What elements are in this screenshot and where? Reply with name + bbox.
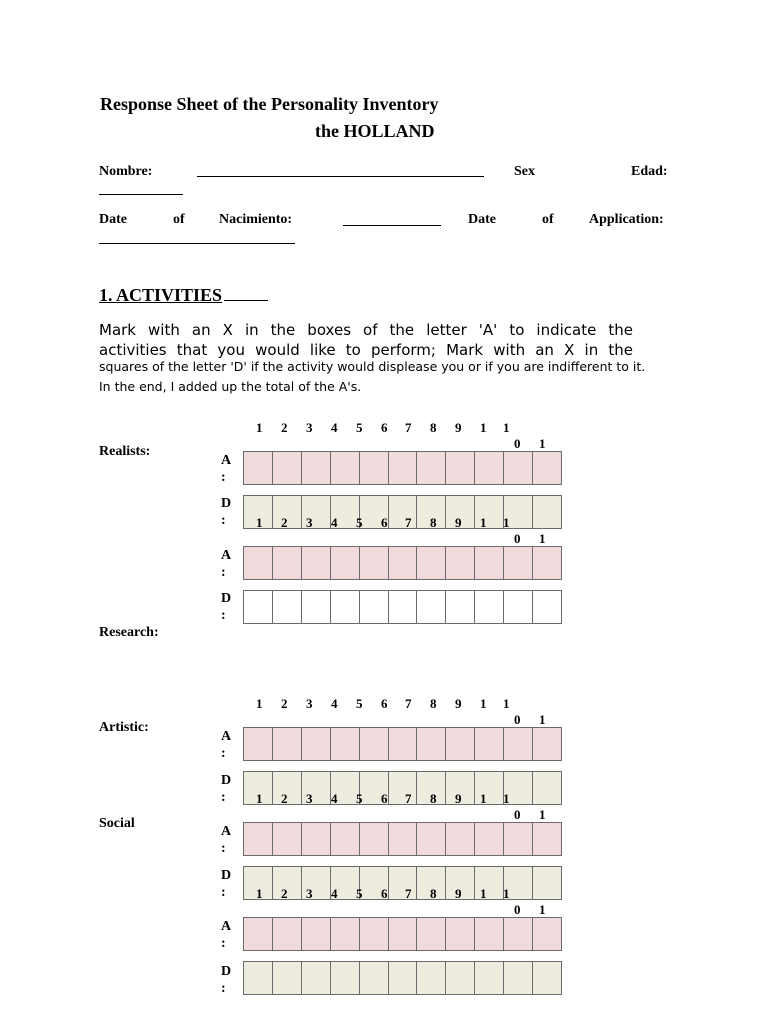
row-letter: D [221,868,232,883]
answer-box[interactable] [331,591,360,623]
column-number: 7 [405,515,412,530]
date-label-1: Date [99,212,127,227]
nacimiento-field[interactable] [343,225,441,226]
answer-box[interactable] [446,823,475,855]
column-number: 1 [256,886,263,901]
of-label-1: of [173,212,185,227]
answer-box[interactable] [360,728,389,760]
date-label-2: Date [468,212,496,227]
answer-box[interactable] [244,452,273,484]
column-number: 6 [381,420,388,435]
column-number: 5 [356,515,363,530]
answer-box[interactable] [475,823,504,855]
answer-box[interactable] [504,918,533,950]
answer-box[interactable] [417,823,446,855]
answer-box[interactable] [475,728,504,760]
answer-box[interactable] [533,867,561,899]
answer-box[interactable] [273,918,302,950]
answer-box[interactable] [504,591,533,623]
answer-box[interactable] [244,547,273,579]
answer-box[interactable] [360,962,389,994]
answer-box[interactable] [417,547,446,579]
answer-box[interactable] [302,591,331,623]
answer-box[interactable] [389,918,418,950]
answer-box[interactable] [389,823,418,855]
answer-grid-a [243,917,562,951]
column-number: 2 [281,791,288,806]
column-number: 2 [281,515,288,530]
column-number: 9 [455,791,462,806]
answer-box[interactable] [475,962,504,994]
answer-box[interactable] [389,962,418,994]
application-label: Application: [589,212,664,227]
answer-box[interactable] [273,591,302,623]
of-label-2: of [542,212,554,227]
nombre-label: Nombre: [99,164,153,179]
column-number: 8 [430,515,437,530]
answer-box[interactable] [389,867,418,899]
column-number: 3 [306,791,313,806]
answer-box[interactable] [389,728,418,760]
answer-box[interactable] [302,918,331,950]
answer-box[interactable] [533,728,561,760]
answer-box[interactable] [504,962,533,994]
answer-grid-d [243,866,562,900]
answer-grid-d [243,590,562,624]
answer-box[interactable] [302,823,331,855]
nombre-field[interactable] [197,176,484,177]
row-colon: : [221,470,226,485]
column-number: 9 [455,696,462,711]
column-number: 1 [503,791,510,806]
column-number: 1 [256,791,263,806]
column-number-second: 0 [514,712,521,727]
instruction-line-3: squares of the letter 'D' if the activity would displease you or if you are indifferent to it. [99,359,646,374]
column-number: 9 [455,515,462,530]
answer-box[interactable] [331,918,360,950]
column-number: 4 [331,515,338,530]
answer-box[interactable] [475,452,504,484]
answer-box[interactable] [417,452,446,484]
answer-box[interactable] [360,591,389,623]
row-label-d [221,495,231,529]
row-letter: D [221,591,232,606]
row-letter: A [221,919,232,934]
column-number: 4 [331,420,338,435]
edad-field[interactable] [99,194,183,195]
answer-box[interactable] [504,547,533,579]
answer-box[interactable] [417,962,446,994]
answer-box[interactable] [475,918,504,950]
answer-box[interactable] [446,452,475,484]
answer-box[interactable] [533,918,561,950]
category-artistic: Artistic: [99,720,149,735]
answer-box[interactable] [302,547,331,579]
sex-label: Sex [514,164,535,179]
answer-box[interactable] [504,728,533,760]
answer-box[interactable] [389,496,418,528]
column-number: 3 [306,420,313,435]
column-number: 3 [306,696,313,711]
edad-label: Edad: [631,164,668,179]
answer-grid-a [243,727,562,761]
column-number: 4 [331,791,338,806]
column-number-second: 1 [539,712,546,727]
row-label-d [221,867,231,901]
answer-box[interactable] [446,728,475,760]
column-number: 6 [381,515,388,530]
column-number: 7 [405,886,412,901]
category-realists: Realists: [99,444,151,459]
row-colon: : [221,565,226,580]
row-colon: : [221,936,226,951]
row-label-a [221,452,231,486]
column-number: 4 [331,886,338,901]
column-number: 2 [281,420,288,435]
answer-box[interactable] [360,452,389,484]
column-number: 2 [281,696,288,711]
answer-box[interactable] [360,547,389,579]
answer-box[interactable] [302,452,331,484]
column-number-second: 0 [514,807,521,822]
answer-box[interactable] [360,918,389,950]
answer-box[interactable] [533,823,561,855]
answer-box[interactable] [417,728,446,760]
answer-box[interactable] [273,823,302,855]
row-letter: A [221,729,232,744]
column-number: 7 [405,420,412,435]
column-number-second: 0 [514,436,521,451]
row-label-a [221,823,231,857]
answer-grid-d [243,495,562,529]
row-letter: A [221,453,232,468]
category-research: Research: [99,625,159,640]
answer-box[interactable] [389,452,418,484]
column-number: 1 [480,791,487,806]
row-colon: : [221,746,226,761]
column-number-second: 0 [514,531,521,546]
answer-box[interactable] [331,728,360,760]
answer-box[interactable] [417,591,446,623]
category-social: Social [99,816,135,831]
row-label-d [221,590,231,624]
column-number: 3 [306,886,313,901]
row-letter: D [221,496,232,511]
column-number: 1 [480,696,487,711]
row-colon: : [221,885,226,900]
answer-box[interactable] [504,823,533,855]
answer-box[interactable] [273,452,302,484]
row-label-a [221,728,231,762]
row-letter: A [221,548,232,563]
row-label-a [221,918,231,952]
answer-box[interactable] [302,728,331,760]
answer-box[interactable] [244,918,273,950]
answer-box[interactable] [533,496,561,528]
answer-box[interactable] [360,823,389,855]
answer-box[interactable] [533,772,561,804]
row-letter: D [221,964,232,979]
answer-box[interactable] [389,772,418,804]
column-number: 1 [503,420,510,435]
answer-box[interactable] [244,962,273,994]
page-subtitle: the HOLLAND [315,121,435,141]
column-number: 6 [381,886,388,901]
column-number: 7 [405,791,412,806]
column-number: 7 [405,696,412,711]
answer-box[interactable] [533,962,561,994]
column-number: 1 [480,886,487,901]
column-number: 3 [306,515,313,530]
row-colon: : [221,981,226,996]
column-number: 1 [256,696,263,711]
answer-box[interactable] [446,547,475,579]
column-number: 9 [455,420,462,435]
column-number-second: 1 [539,807,546,822]
answer-box[interactable] [389,591,418,623]
row-colon: : [221,608,226,623]
column-number: 5 [356,696,363,711]
answer-box[interactable] [533,591,561,623]
answer-box[interactable] [331,823,360,855]
answer-box[interactable] [244,823,273,855]
answer-box[interactable] [446,591,475,623]
answer-box[interactable] [273,547,302,579]
answer-box[interactable] [273,962,302,994]
column-number: 6 [381,696,388,711]
row-label-a [221,547,231,581]
answer-grid-d [243,961,562,995]
answer-grid-d [243,771,562,805]
column-number: 5 [356,791,363,806]
row-letter: A [221,824,232,839]
column-number-second: 1 [539,436,546,451]
answer-box[interactable] [475,547,504,579]
column-number: 1 [503,696,510,711]
column-number: 5 [356,886,363,901]
answer-box[interactable] [331,962,360,994]
row-colon: : [221,790,226,805]
column-number: 8 [430,886,437,901]
application-field[interactable] [99,243,295,244]
column-number: 2 [281,886,288,901]
row-label-d [221,772,231,806]
answer-box[interactable] [504,452,533,484]
answer-grid-a [243,546,562,580]
page-title: Response Sheet of the Personality Inventory [100,94,439,114]
answer-box[interactable] [244,728,273,760]
answer-box[interactable] [389,547,418,579]
column-number-second: 0 [514,902,521,917]
column-number: 4 [331,696,338,711]
column-number: 1 [256,515,263,530]
answer-box[interactable] [446,918,475,950]
instruction-line-4: In the end, I added up the total of the A's. [99,379,362,394]
row-colon: : [221,841,226,856]
row-colon: : [221,513,226,528]
answer-box[interactable] [302,962,331,994]
answer-box[interactable] [446,962,475,994]
column-number-second: 1 [539,902,546,917]
column-number: 1 [503,515,510,530]
column-number: 8 [430,696,437,711]
answer-box[interactable] [417,918,446,950]
column-number: 1 [256,420,263,435]
column-number: 8 [430,420,437,435]
column-number-second: 1 [539,531,546,546]
answer-box[interactable] [244,591,273,623]
row-label-d [221,963,231,997]
column-number: 6 [381,791,388,806]
column-number: 8 [430,791,437,806]
answer-grid-a [243,451,562,485]
column-number: 1 [480,515,487,530]
answer-box[interactable] [331,547,360,579]
section-heading: 1. ACTIVITIES [99,285,268,306]
instruction-line-2: activities that you would like to perform; Mark with an X in the [99,341,633,359]
column-number: 5 [356,420,363,435]
column-number: 1 [480,420,487,435]
answer-box[interactable] [273,728,302,760]
answer-grid-a [243,822,562,856]
nacimiento-label: Nacimiento: [219,212,293,227]
column-number: 1 [503,886,510,901]
answer-box[interactable] [533,452,561,484]
row-letter: D [221,773,232,788]
column-number: 9 [455,886,462,901]
answer-box[interactable] [475,591,504,623]
answer-box[interactable] [331,452,360,484]
instruction-line-1: Mark with an X in the boxes of the letter 'A' to indicate the [99,321,633,339]
answer-box[interactable] [533,547,561,579]
